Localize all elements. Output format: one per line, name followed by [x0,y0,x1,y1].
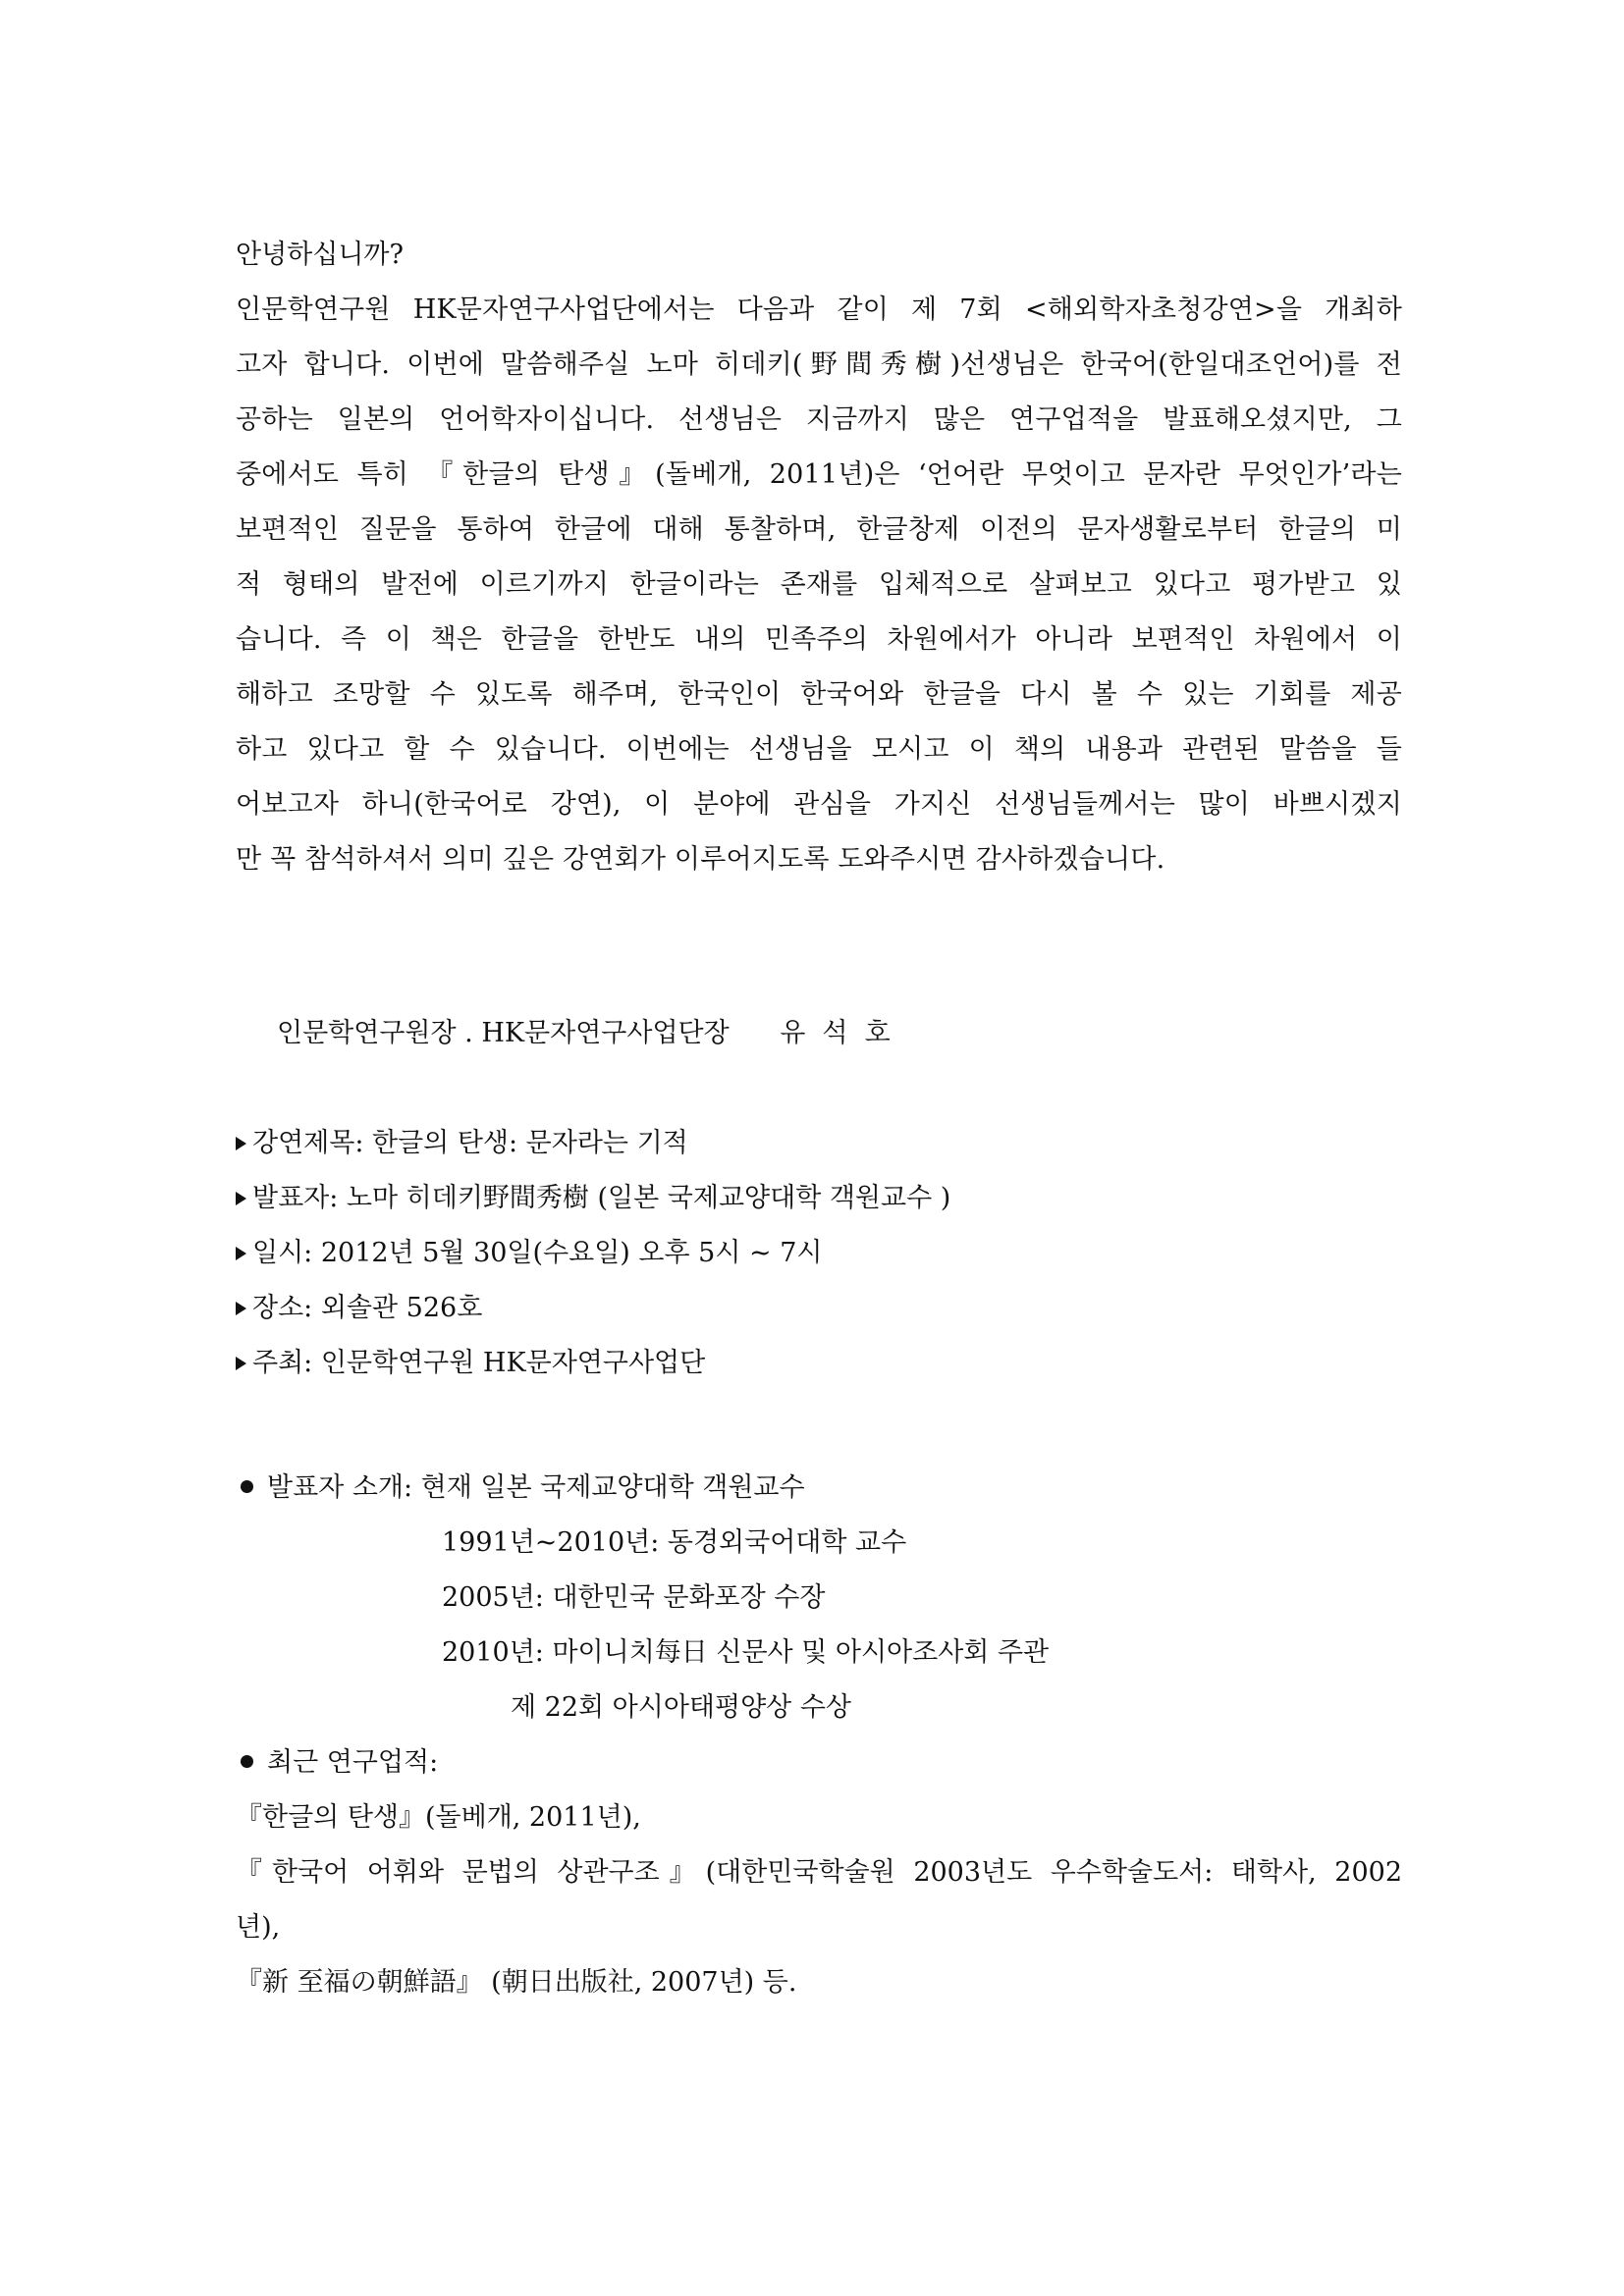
body-line: 하고 있다고 할 수 있습니다. 이번에는 선생님을 모시고 이 책의 내용과 관련된 말씀을 들 [236,734,1402,765]
event-datetime: 일시: 2012년 5월 30일(수요일) 오후 5시 ~ 7시 [252,1238,823,1268]
recent-works-line: 『한국어 어휘와 문법의 상관구조』(대한민국학술원 2003년도 우수학술도서: 태학사, 2002 [236,1857,1402,1888]
body-line: 보편적인 질문을 통하여 한글에 대해 통찰하며, 한글창제 이전의 문자생활로부터 한글의 미 [236,514,1402,545]
event-title: 강연제목: 한글의 탄생: 문자라는 기적 [252,1128,688,1158]
event-info-item [236,1336,950,1391]
triangle-bullet-icon [236,1137,246,1150]
recent-works-line: 년), [236,1912,281,1943]
body-line: 만 꼭 참석하셔서 의미 깊은 강연회가 이루어지도록 도와주시면 감사하겠습니다. [236,844,1165,875]
body-line: 중에서도 특히 『한글의 탄생』(돌베개, 2011년)은 ‘언어란 무엇이고 문자란 무엇인가’라는 [236,459,1402,490]
recent-works-line: 『新 至福の朝鮮語』 (朝日出版社, 2007년) 등. [236,1967,797,1998]
triangle-bullet-icon [236,1302,246,1315]
greeting: 안녕하십니까? [236,240,404,270]
recent-works-heading: 최근 연구업적: [267,1747,439,1778]
body-line: 공하는 일본의 언어학자이십니다. 선생님은 지금까지 많은 연구업적을 발표해오셨지만, 그 [236,404,1402,435]
bullet-icon [241,1755,253,1768]
triangle-bullet-icon [236,1357,246,1370]
recent-works-line: 『한글의 탄생』(돌베개, 2011년), [236,1802,641,1833]
event-info-item [236,1171,950,1226]
speaker-bio-item: 2005년: 대한민국 문화포장 수장 [442,1582,826,1613]
body-line: 고자 합니다. 이번에 말씀해주실 노마 히데키(野間秀樹)선생님은 한국어(한일대조언어)를 전 [236,349,1402,380]
event-speaker: 발표자: 노마 히데키野間秀樹 (일본 국제교양대학 객원교수 ) [252,1183,951,1213]
event-info [236,1116,950,1391]
event-info-item [236,1281,950,1336]
triangle-bullet-icon [236,1247,246,1260]
speaker-bio [236,1461,805,1516]
speaker-bio-heading: 발표자 소개: 현재 일본 국제교양대학 객원교수 [267,1472,805,1503]
body-line: 해하고 조망할 수 있도록 해주며, 한국인이 한국어와 한글을 다시 볼 수 있는 기회를 제공 [236,679,1402,710]
body-line: 인문학연구원 HK문자연구사업단에서는 다음과 같이 제 7회 <해외학자초청강연>을 개최하 [236,294,1402,325]
body-line: 어보고자 하니(한국어로 강연), 이 분야에 관심을 가지신 선생님들께서는 많이 바쁘시겠지 [236,789,1402,820]
signature: 인문학연구원장 . HK문자연구사업단장 유 석 호 [277,1018,891,1048]
event-host: 주최: 인문학연구원 HK문자연구사업단 [252,1348,706,1378]
event-info-item [236,1226,950,1281]
bullet-icon [241,1480,253,1493]
speaker-bio-item: 제 22회 아시아태평양상 수상 [511,1692,852,1723]
speaker-bio-item: 1991년~2010년: 동경외국어대학 교수 [442,1527,907,1558]
event-info-item [236,1116,950,1171]
event-location: 장소: 외솔관 526호 [252,1293,483,1323]
recent-works [236,1735,1402,2010]
letter-body [236,283,1402,887]
body-line: 습니다. 즉 이 책은 한글을 한반도 내의 민족주의 차원에서가 아니라 보편적인 차원에서 이 [236,624,1402,655]
speaker-bio-heading-row [236,1461,805,1516]
speaker-bio-item: 2010년: 마이니치每日 신문사 및 아시아조사회 주관 [442,1637,1050,1668]
triangle-bullet-icon [236,1192,246,1205]
recent-works-heading-row [236,1735,1402,1790]
body-line: 적 형태의 발전에 이르기까지 한글이라는 존재를 입체적으로 살펴보고 있다고 평가받고 있 [236,569,1402,600]
